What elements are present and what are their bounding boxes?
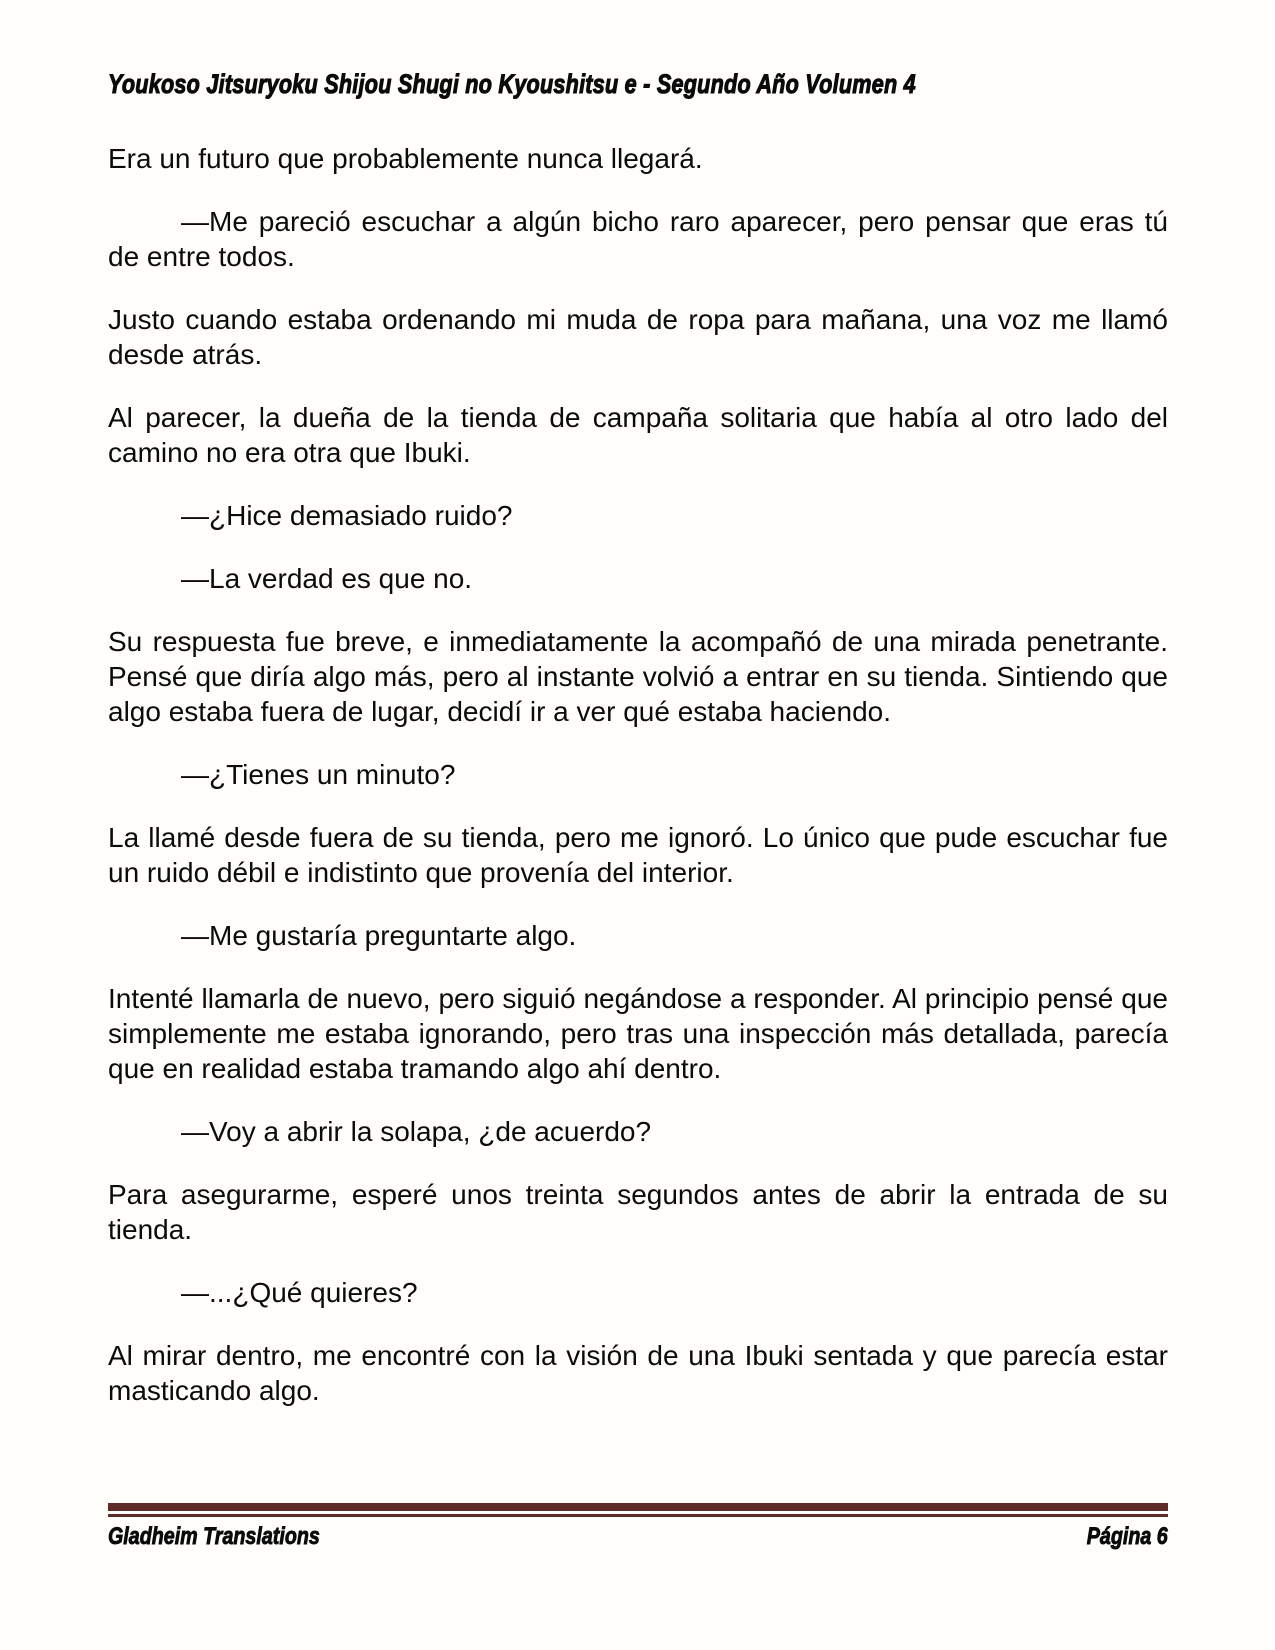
- footer-rule-thin: [108, 1514, 1168, 1517]
- narration-paragraph: Intenté llamarla de nuevo, pero siguió negándose a responder. Al principio pensé que simplemente me estaba ignorando, pero tras una inspección más detallada, parecía que en realidad estaba tramando algo ahí dentro.: [108, 983, 1168, 1084]
- dialogue-paragraph: —...¿Qué quieres?: [181, 1277, 418, 1308]
- narration-paragraph: La llamé desde fuera de su tienda, pero me ignoró. Lo único que pude escuchar fue un ruido débil e indistinto que provenía del interior.: [108, 822, 1168, 888]
- footer-rule: [108, 1503, 1168, 1517]
- page-footer: [108, 1503, 1168, 1552]
- footer-rule-thick: [108, 1503, 1168, 1511]
- narration-paragraph: Su respuesta fue breve, e inmediatamente la acompañó de una mirada penetrante. Pensé que diría algo más, pero al instante volvió a entrar en su tienda. Sintiendo que algo estaba fuera de lugar, decidí ir a ver qué estaba haciendo.: [108, 626, 1168, 727]
- narration-paragraph: Al parecer, la dueña de la tienda de campaña solitaria que había al otro lado del camino no era otra que Ibuki.: [108, 402, 1168, 468]
- narration-paragraph: Al mirar dentro, me encontré con la visión de una Ibuki sentada y que parecía estar masticando algo.: [108, 1340, 1168, 1406]
- footer-row: [108, 1522, 1168, 1552]
- dialogue-paragraph: —¿Hice demasiado ruido?: [181, 500, 513, 531]
- running-title: Youkoso Jitsuryoku Shijou Shugi no Kyoushitsu e - Segundo Año Volumen 4: [108, 69, 916, 99]
- footer-page-number: Página 6: [1087, 1523, 1168, 1550]
- dialogue-paragraph: —Voy a abrir la solapa, ¿de acuerdo?: [181, 1116, 652, 1147]
- dialogue-paragraph: —Me gustaría preguntarte algo.: [181, 920, 577, 951]
- page-header: [108, 69, 1168, 99]
- footer-translator-credit: Gladheim Translations: [108, 1523, 320, 1550]
- dialogue-paragraph: —¿Tienes un minuto?: [181, 759, 456, 790]
- dialogue-paragraph: —Me pareció escuchar a algún bicho raro aparecer, pero pensar que eras tú de entre todos.: [108, 206, 1168, 272]
- page-body: [108, 141, 1168, 1436]
- dialogue-paragraph: —La verdad es que no.: [181, 563, 473, 594]
- narration-paragraph: Para asegurarme, esperé unos treinta segundos antes de abrir la entrada de su tienda.: [108, 1179, 1168, 1245]
- narration-paragraph: Justo cuando estaba ordenando mi muda de ropa para mañana, una voz me llamó desde atrás.: [108, 304, 1168, 370]
- narration-paragraph: Era un futuro que probablemente nunca llegará.: [108, 143, 703, 174]
